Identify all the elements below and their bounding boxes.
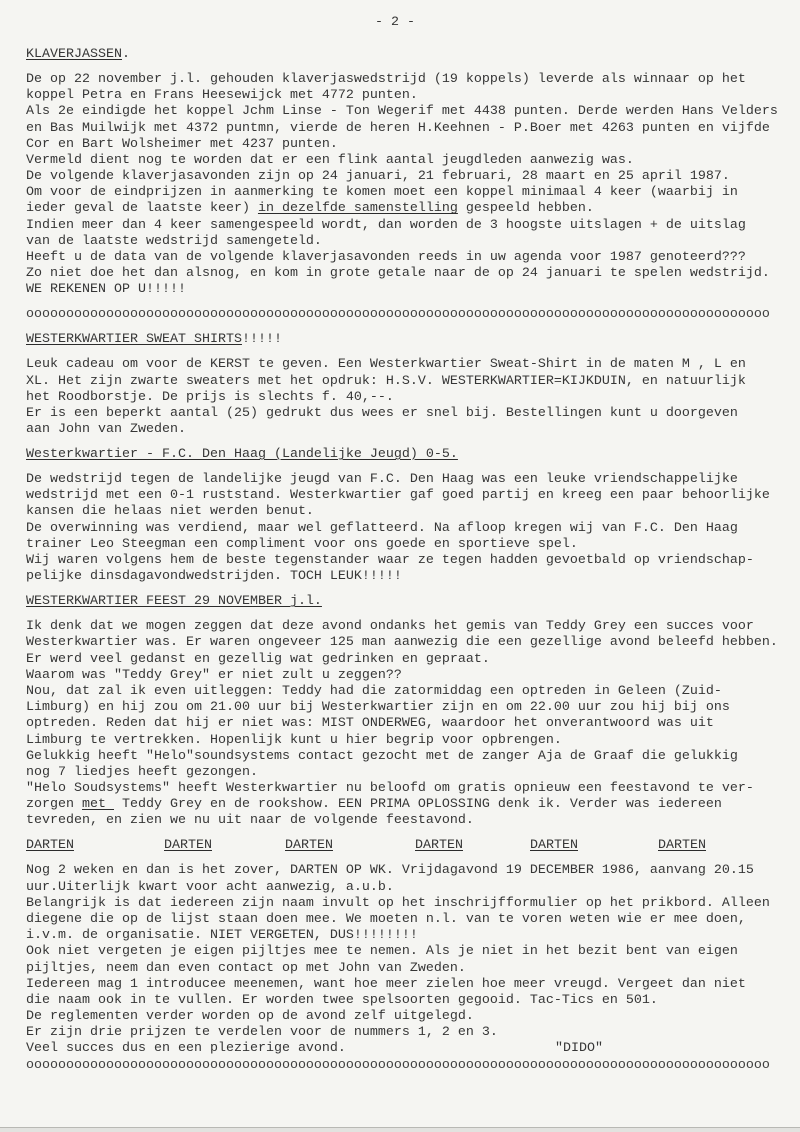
text-line: Limburg) en hij zou om 21.00 uur bij Westerkwartier zijn en om 22.00 uur zou hij bij ons [26, 700, 730, 716]
section-heading [26, 47, 796, 63]
section-sweat-shirts [26, 332, 796, 438]
text-line: Er werd veel gedanst en gezellig wat gedrinken en gepraat. [26, 651, 490, 667]
text-line: aan John van Zweden. [26, 422, 186, 438]
text-line: wedstrijd met een 0-1 ruststand. Westerkwartier gaf goed partij en kreeg een paar behoorlijke [26, 488, 770, 504]
text-line: Limburg te vertrekken. Hopenlijk kunt u hier begrip voor opbrengen. [26, 732, 562, 748]
text-line: "Helo Soudsystems" heeft Westerkwartier nu beloofd om gratis opnieuw een feestavond te ver- [26, 781, 754, 797]
text-line: Westerkwartier was. Er waren ongeveer 125 man aanwezig die een gezellige avond beleefd hebben. [26, 635, 778, 651]
text-line: pijltjes, neem dan even contact op met John van Zweden. [26, 960, 466, 976]
text-line: WE REKENEN OP U!!!!! [26, 282, 186, 298]
text-line: i.v.m. de organisatie. NIET VERGETEN, DUS!!!!!!!! [26, 928, 418, 944]
signature: "DIDO" [555, 1041, 603, 1057]
underlined-emphasis: met [82, 797, 114, 813]
separator-line: ooooooooooooooooooooooooooooooooooooooooooooooooooooooooooooooooooooooooooooooooooooooooooooo [26, 1057, 770, 1073]
newsletter-page-content [26, 47, 796, 1074]
separator-line: ooooooooooooooooooooooooooooooooooooooooooooooooooooooooooooooooooooooooooooooooooooooooooooo [26, 307, 770, 323]
text-segment: Veel succes dus en een plezierige avond. [26, 1041, 346, 1057]
text-line: van de laatste wedstrijd samengeteld. [26, 233, 322, 249]
text-line: XL. Het zijn zwarte sweaters met het opdruk: H.S.V. WESTERKWARTIER=KIJKDUIN, en natuurlijk [26, 373, 746, 389]
heading-text: WESTERKWARTIER FEEST 29 NOVEMBER j.l. [26, 594, 322, 610]
text-line: koppel Petra en Frans Heesewijck met 4772 punten. [26, 88, 418, 104]
text-segment: gespeeld hebben. [457, 201, 594, 217]
text-line: Ik denk dat we mogen zeggen dat deze avond ondanks het gemis van Teddy Grey een succes voor [26, 619, 754, 635]
section-heading: DARTEN [164, 838, 212, 854]
section-heading [26, 447, 796, 463]
text-line: Zo niet doe het dan alsnog, en kom in grote getale naar de op 24 januari te spelen wedstrijd. [26, 266, 770, 282]
section-feest [26, 594, 796, 829]
text-segment: zorgen [26, 797, 82, 813]
section-heading [26, 332, 796, 348]
text-line: Nou, dat zal ik even uitleggen: Teddy had die zatormiddag een optreden in Geleen (Zuid- [26, 683, 722, 699]
text-line: De volgende klaverjasavonden zijn op 24 januari, 21 februari, 28 maart en 25 april 1987. [26, 169, 730, 185]
section-heading [26, 594, 796, 610]
section-heading: DARTEN [285, 838, 333, 854]
text-line: die naam ook in te vullen. Er worden twee spelsoorten gegooid. Tac-Tics en 501. [26, 992, 658, 1008]
text-segment: Teddy Grey en de rookshow. EEN PRIMA OPLOSSING denk ik. Verder was iedereen [114, 797, 722, 813]
text-line [26, 797, 796, 813]
text-line: het Roodborstje. De prijs is slechts f. 40,--. [26, 389, 394, 405]
text-line: Iedereen mag 1 introducee meenemen, want hoe meer zielen hoe meer vreugd. Vergeet dan niet [26, 976, 746, 992]
text-line: De reglementen verder worden op de avond zelf uitgelegd. [26, 1009, 474, 1025]
text-line: en Bas Muilwijk met 4372 puntmn, vierde de heren H.Keehnen - P.Boer met 4263 punten en vijfde [26, 120, 770, 136]
text-line: Waarom was "Teddy Grey" er niet zult u zeggen?? [26, 667, 402, 683]
text-line: Leuk cadeau om voor de KERST te geven. Een Westerkwartier Sweat-Shirt in de maten M , L en [26, 357, 746, 373]
text-line: De overwinning was verdiend, maar wel geflatteerd. Na afloop kregen wij van F.C. Den Haag [26, 520, 738, 536]
section-heading: DARTEN [530, 838, 578, 854]
text-line: trainer Leo Steegman een compliment voor ons goede en sportieve spel. [26, 536, 578, 552]
text-line: kansen die helaas niet werden benut. [26, 504, 314, 520]
text-line: Nog 2 weken en dan is het zover, DARTEN OP WK. Vrijdagavond 19 DECEMBER 1986, aanvang 20.15 [26, 863, 754, 879]
text-line: Belangrijk is dat iedereen zijn naam invult op het inschrijfformulier op het prikbord. Alleen [26, 895, 770, 911]
text-line: Er zijn drie prijzen te verdelen voor de nummers 1, 2 en 3. [26, 1025, 498, 1041]
section-heading: DARTEN [26, 838, 74, 854]
text-line: uur.Uiterlijk kwart voor acht aanwezig, a.u.b. [26, 879, 394, 895]
text-line: pelijke dinsdagavondwedstrijden. TOCH LEUK!!!!! [26, 569, 402, 585]
text-line [26, 201, 796, 217]
text-line: Ook niet vergeten je eigen pijltjes mee te nemen. Als je niet in het bezit bent van eigen [26, 944, 738, 960]
text-segment: ieder geval de laatste keer) [26, 201, 258, 217]
heading-text: WESTERKWARTIER SWEAT SHIRTS [26, 332, 242, 348]
page-number: - 2 - [375, 15, 415, 30]
section-heading: DARTEN [415, 838, 463, 854]
heading-suffix: !!!!! [241, 332, 282, 348]
text-line: Er is een beperkt aantal (25) gedrukt dus wees er snel bij. Bestellingen kunt u doorgeven [26, 405, 738, 421]
text-line: Gelukkig heeft "Helo"soundsystems contact gezocht met de zanger Aja de Graaf die gelukkig [26, 748, 738, 764]
section-klaverjassen [26, 47, 796, 299]
section-heading: DARTEN [658, 838, 706, 854]
darten-heading-row [26, 838, 796, 854]
text-line: Cor en Bart Wolsheimer met 4237 punten. [26, 136, 338, 152]
underlined-emphasis: in dezelfde samenstelling [257, 201, 458, 217]
text-line: De wedstrijd tegen de landelijke jeugd van F.C. Den Haag was een leuke vriendschappelijke [26, 472, 738, 488]
text-line: Als 2e eindigde het koppel Jchm Linse - Ton Wegerif met 4438 punten. Derde werden Hans Velders [26, 104, 778, 120]
text-line [26, 1041, 796, 1057]
section-match-report [26, 447, 796, 585]
section-darten [26, 838, 796, 1057]
text-line: Wij waren volgens hem de beste tegenstander waar ze tegen hadden gevoetbald op vriendschap- [26, 553, 754, 569]
text-line: tevreden, en zien we nu uit naar de volgende feestavond. [26, 813, 474, 829]
text-line: Om voor de eindprijzen in aanmerking te komen moet een koppel minimaal 4 keer (waarbij in [26, 185, 738, 201]
text-line: diegene die op de lijst staan doen mee. We moeten n.l. van te voren weten wie er mee doen, [26, 911, 746, 927]
text-line: optreden. Reden dat hij er niet was: MIST ONDERWEG, waardoor het onverantwoord was uit [26, 716, 714, 732]
text-line: nog 7 liedjes heeft gezongen. [26, 764, 258, 780]
text-line: Vermeld dient nog te worden dat er een flink aantal jeugdleden aanwezig was. [26, 152, 634, 168]
text-line: Heeft u de data van de volgende klaverjasavonden reeds in uw agenda voor 1987 genoteerd??? [26, 250, 746, 266]
heading-text: KLAVERJASSEN [26, 47, 122, 62]
text-line: De op 22 november j.l. gehouden klaverjaswedstrijd (19 koppels) leverde als winnaar op het [26, 71, 746, 87]
page-bottom-edge [0, 1127, 800, 1132]
text-line: Indien meer dan 4 keer samengespeeld wordt, dan worden de 3 hoogste uitslagen + de uitslag [26, 217, 746, 233]
heading-suffix: . [121, 47, 130, 62]
heading-text: Westerkwartier - F.C. Den Haag (Landelijke Jeugd) 0-5. [26, 447, 458, 463]
